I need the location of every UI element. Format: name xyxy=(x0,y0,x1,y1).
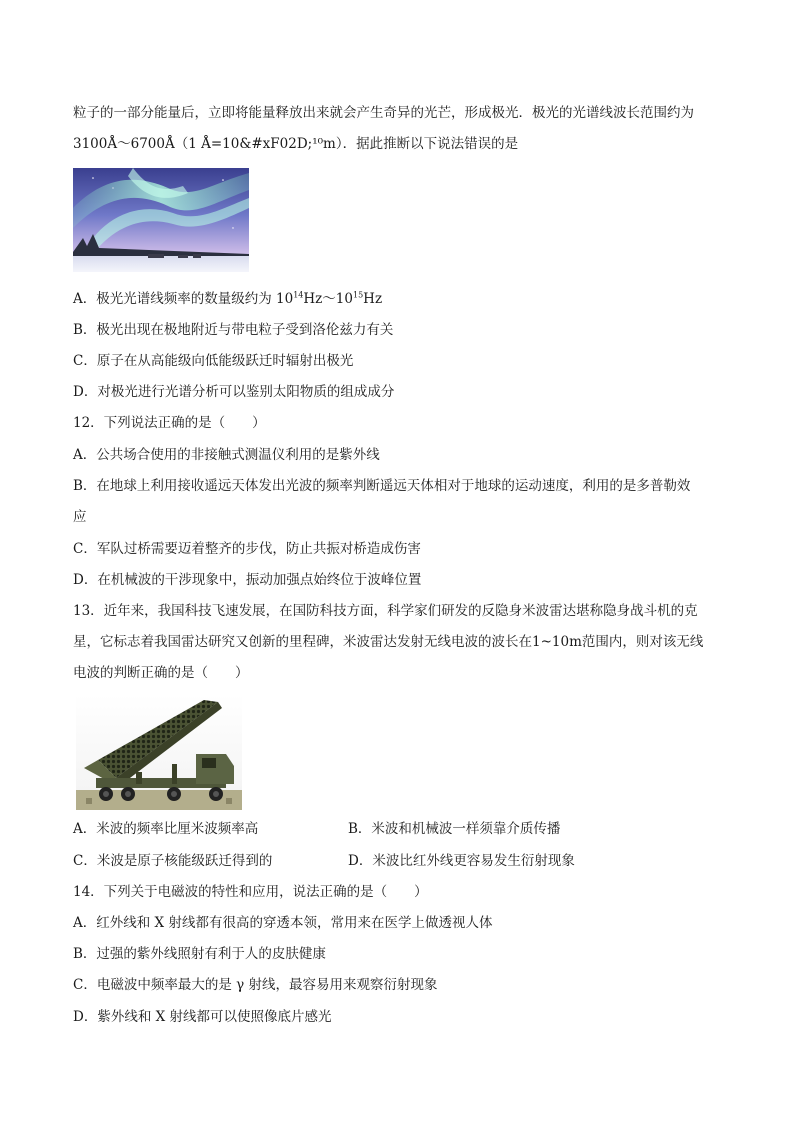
intro-line-1: 粒子的一部分能量后，立即将能量释放出来就会产生奇异的光芒，形成极光．极光的光谱线波长范围约为 xyxy=(73,105,694,121)
q13-stem-line3: 电波的判断正确的是（ ） xyxy=(73,665,249,681)
q11-option-b: B．极光出现在极地附近与带电粒子受到洛伦兹力有关 xyxy=(73,322,394,338)
q13-option-d: D．米波比红外线更容易发生衍射现象 xyxy=(348,853,575,869)
q12-stem: 12．下列说法正确的是（ ） xyxy=(73,415,266,431)
q12-option-a: A．公共场合使用的非接触式测温仪利用的是紫外线 xyxy=(73,447,380,463)
q14-option-d: D．紫外线和 X 射线都可以使照像底片感光 xyxy=(73,1009,332,1025)
q13-option-c: C．米波是原子核能级跃迁得到的 xyxy=(73,853,273,869)
q14-stem: 14．下列关于电磁波的特性和应用，说法正确的是（ ） xyxy=(73,884,428,900)
q14-option-a: A．红外线和 X 射线都有很高的穿透本领，常用来在医学上做透视人体 xyxy=(73,915,493,931)
q12-option-b-line1: B．在地球上利用接收遥远天体发出光波的频率判断遥远天体相对于地球的运动速度，利用的是多普勒效 xyxy=(73,478,691,494)
q11-option-d: D．对极光进行光谱分析可以鉴别太阳物质的组成成分 xyxy=(73,384,395,400)
q12-option-d: D．在机械波的干涉现象中，振动加强点始终位于波峰位置 xyxy=(73,572,422,588)
q14-option-c: C．电磁波中频率最大的是 γ 射线，最容易用来观察衍射现象 xyxy=(73,977,438,993)
q12-option-c: C．军队过桥需要迈着整齐的步伐，防止共振对桥造成伤害 xyxy=(73,541,421,557)
q11-option-a: A．极光光谱线频率的数量级约为 $10^{14}Hz\sim 10^{15}Hz$ xyxy=(73,290,383,307)
radar-photo xyxy=(76,694,242,810)
q13-stem-line2: 星，它标志着我国雷达研究又创新的里程碑，米波雷达发射无线电波的波长在1~10m范围内，则对该无线 xyxy=(73,634,704,650)
q14-option-b: B．过强的紫外线照射有利于人的皮肤健康 xyxy=(73,946,326,962)
q11-option-c: C．原子在从高能级向低能级跃迁时辐射出极光 xyxy=(73,353,354,369)
q12-option-b-line2: 应 xyxy=(73,509,87,525)
q13-option-a: A．米波的频率比厘米波频率高 xyxy=(73,821,259,837)
q13-option-b: B．米波和机械波一样须靠介质传播 xyxy=(348,821,561,837)
q13-stem-line1: 13．近年来，我国科技飞速发展，在国防科技方面，科学家们研发的反隐身米波雷达堪称隐身战斗机的克 xyxy=(73,603,698,619)
intro-line-2: 3100Å～6700Å（1 Å=10&#xF02D;¹⁰m）．据此推断以下说法错误的是 xyxy=(73,136,519,152)
aurora-photo xyxy=(73,168,249,272)
